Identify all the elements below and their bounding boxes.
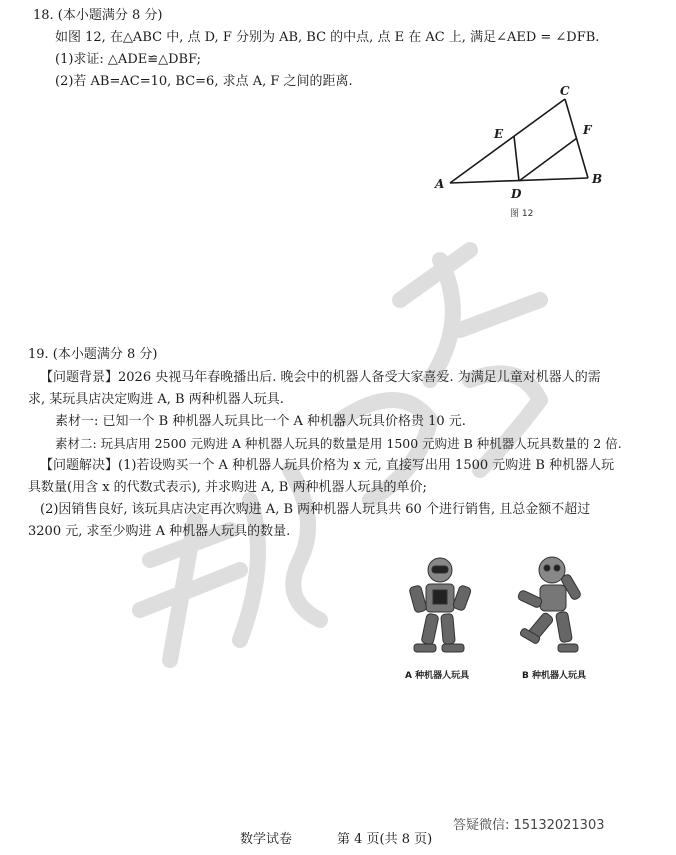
q19-part2-line2: 3200 元, 求至少购进 A 种机器人玩具的数量. [28,524,291,539]
q18-part2: (2)若 AB=AC=10, BC=6, 求点 A, F 之间的距离. [55,74,353,89]
footer-page-number: 第 4 页(共 8 页) [337,832,433,847]
robot-a-caption: A 种机器人玩具 [405,671,470,681]
figure-caption: 图 12 [510,209,534,219]
robot-b-illustration [512,552,596,662]
label-d: D [511,187,522,201]
q19-material2: 素材二: 玩具店用 2500 元购进 A 种机器人玩具的数量是用 1500 元购进 B 种机器人玩具数量的 2 倍. [55,436,622,451]
footer-subject: 数学试卷 [240,832,293,847]
q19-background-line2: 求, 某玩具店决定购进 A, B 两种机器人玩具. [28,392,284,407]
robot-b-caption: B 种机器人玩具 [522,671,586,681]
q18-stem: 如图 12, 在△ABC 中, 点 D, F 分别为 AB, BC 的中点, 点 E 在 AC 上, 满足∠AED = ∠DFB. [55,30,600,45]
label-f: F [583,123,592,137]
segment-ed [514,136,519,181]
q19-background-line1: 【问题背景】2026 央视马年春晚播出后. 晚会中的机器人备受大家喜爱. 为满足儿童对机器人的需 [40,370,601,385]
segment-ac [450,99,565,183]
q18-part1: (1)求证: △ADE≌△DBF; [55,52,202,67]
label-e: E [494,127,504,141]
q19-material1: 素材一: 已知一个 B 种机器人玩具比一个 A 种机器人玩具价格贵 10 元. [55,414,466,429]
q19-solve-line2: 具数量(用含 x 的代数式表示), 并求购进 A, B 两种机器人玩具的单价; [28,480,427,495]
q19-solve-line1: 【问题解决】(1)若设购买一个 A 种机器人玩具价格为 x 元, 直接写出用 1500 元购进 B 种机器人玩 [40,458,615,473]
label-a: A [435,177,445,191]
q19-header: 19. (本小题满分 8 分) [28,347,158,362]
q19-part2-line1: (2)因销售良好, 该玩具店决定再次购进 A, B 两种机器人玩具共 60 个进行销售, 且总金额不超过 [40,502,591,517]
label-b: B [592,172,603,186]
robot-a-illustration [398,552,478,662]
footer-contact: 答疑微信: 15132021303 [453,818,605,833]
segment-df [519,138,577,181]
q18-header: 18. (本小题满分 8 分) [33,8,163,23]
figure-12-triangle [430,82,610,222]
label-c: C [560,84,570,98]
